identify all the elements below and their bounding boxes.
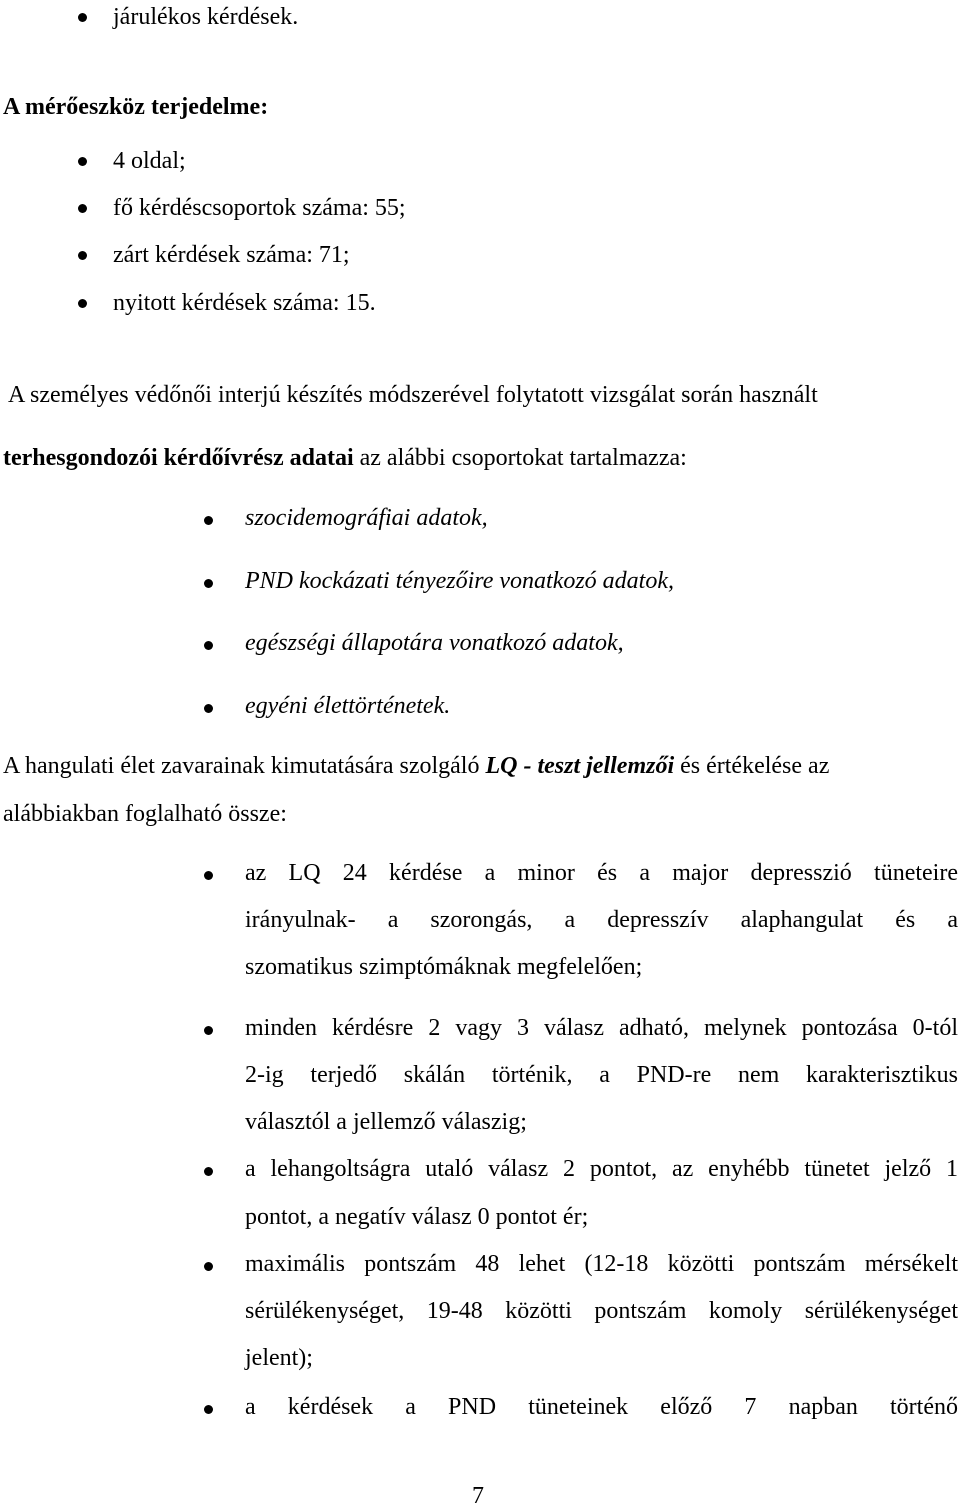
list-item-line: választól a jellemző válaszig; [245, 1109, 527, 1135]
list-item-line: irányulnak- a szorongás, a depresszív alaphangulat és a [245, 907, 958, 933]
list-item: nyitott kérdések száma: 15. [113, 290, 376, 316]
bullet-icon [204, 1167, 213, 1176]
bullet-icon [78, 299, 87, 308]
bullet-icon [204, 871, 213, 880]
list-item: szocidemográfiai adatok, [245, 505, 488, 531]
bullet-icon [78, 251, 87, 260]
list-item: egyéni élettörténetek. [245, 693, 451, 719]
list-item-line: 2-ig terjedő skálán történik, a PND-re nem karakterisztikus [245, 1062, 958, 1088]
bullet-icon [204, 1405, 213, 1414]
bullet-icon [204, 704, 213, 713]
bullet-icon [204, 1262, 213, 1271]
paragraph-line [3, 444, 687, 472]
bullet-icon [78, 204, 87, 213]
paragraph-line: alábbiakban foglalható össze: [3, 801, 287, 827]
list-item-line: az LQ 24 kérdése a minor és a major depresszió tüneteire [245, 860, 958, 886]
bullet-icon [204, 579, 213, 588]
paragraph-text: és értékelése az [674, 753, 830, 779]
list-item-line: sérülékenységet, 19-48 közötti pontszám komoly sérülékenységet [245, 1298, 958, 1324]
bullet-icon [204, 641, 213, 650]
list-item-line: jelent); [245, 1345, 313, 1371]
list-item-line: szomatikus szimptómáknak megfelelően; [245, 954, 643, 980]
paragraph-line: A személyes védőnői interjú készítés módszerével folytatott vizsgálat során használt [8, 382, 818, 408]
list-item: fő kérdéscsoportok száma: 55; [113, 195, 406, 221]
page-number: 7 [472, 1483, 484, 1509]
list-item-line: maximális pontszám 48 lehet (12-18 közötti pontszám mérsékelt [245, 1251, 958, 1277]
paragraph-text: A hangulati élet zavarainak kimutatására szolgáló [3, 753, 486, 779]
bullet-icon [78, 13, 87, 22]
bold-italic-phrase: LQ - teszt jellemzői [485, 753, 675, 779]
list-item-line: a kérdések a PND tüneteinek előző 7 napban történő [245, 1394, 958, 1420]
bold-phrase: terhesgondozói kérdőívrész adatai [3, 445, 354, 471]
bullet-icon [204, 1026, 213, 1035]
list-item-line: minden kérdésre 2 vagy 3 válasz adható, melynek pontozása 0-tól [245, 1015, 958, 1041]
list-item: egészségi állapotára vonatkozó adatok, [245, 630, 624, 656]
paragraph-text: az alábbi csoportokat tartalmazza: [353, 445, 687, 471]
list-item: zárt kérdések száma: 71; [113, 242, 350, 268]
list-item: 4 oldal; [113, 148, 186, 174]
list-item-line: pontot, a negatív válasz 0 pontot ér; [245, 1204, 589, 1230]
list-item: PND kockázati tényezőire vonatkozó adatok, [245, 568, 674, 594]
paragraph-line [3, 752, 829, 780]
bullet-icon [204, 516, 213, 525]
bullet-icon [78, 157, 87, 166]
list-item-line: a lehangoltságra utaló válasz 2 pontot, az enyhébb tünetet jelző 1 [245, 1156, 958, 1182]
section-heading: A mérőeszköz terjedelme: [3, 94, 269, 120]
list-item: járulékos kérdések. [113, 4, 299, 30]
